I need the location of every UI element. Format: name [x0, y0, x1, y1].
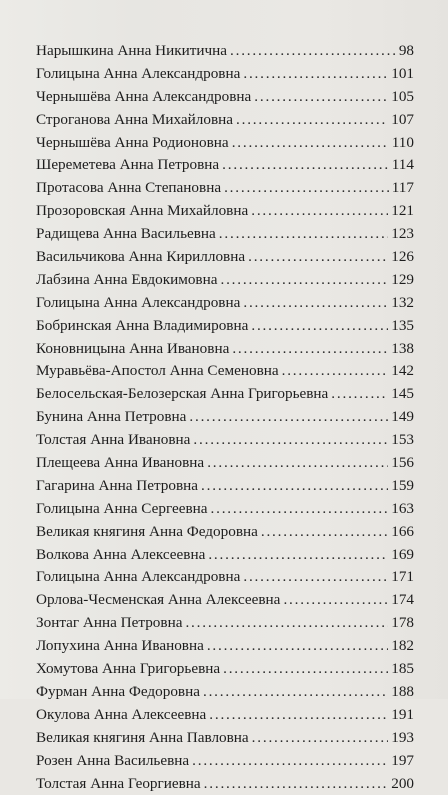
dot-leader: [283, 589, 388, 612]
toc-entry: [36, 773, 414, 795]
toc-entry-page-number: 114: [392, 154, 414, 177]
toc-entry: [36, 269, 414, 292]
toc-entry-name: Прозоровская Анна Михайловна: [36, 200, 248, 223]
toc-entry: [36, 681, 414, 704]
toc-entry: [36, 86, 414, 109]
toc-entry: [36, 315, 414, 338]
toc-entry-page-number: 156: [391, 452, 414, 475]
toc-entry: [36, 246, 414, 269]
toc-entry-name: Фурман Анна Федоровна: [36, 681, 200, 704]
dot-leader: [204, 773, 389, 795]
toc-entry: [36, 521, 414, 544]
toc-entry-page-number: 188: [391, 681, 414, 704]
toc-entry: [36, 292, 414, 315]
dot-leader: [282, 360, 389, 383]
dot-leader: [207, 452, 388, 475]
dot-leader: [252, 727, 389, 750]
toc-entry: [36, 154, 414, 177]
toc-entry-name: Великая княгиня Анна Павловна: [36, 727, 249, 750]
toc-entry: [36, 544, 414, 567]
dot-leader: [331, 383, 388, 406]
toc-entry-page-number: 135: [391, 315, 414, 338]
toc-entry-name: Голицына Анна Сергеевна: [36, 498, 208, 521]
toc-entry-page-number: 105: [391, 86, 414, 109]
toc-entry-name: Голицына Анна Александровна: [36, 63, 240, 86]
toc-entry: [36, 727, 414, 750]
toc-entry-page-number: 171: [391, 566, 414, 589]
dot-leader: [193, 429, 388, 452]
toc-entry: [36, 750, 414, 773]
toc-entry-page-number: 145: [391, 383, 414, 406]
toc-entry-name: Строганова Анна Михайловна: [36, 109, 233, 132]
toc-entry-page-number: 200: [391, 773, 414, 795]
dot-leader: [201, 475, 388, 498]
toc-entry: [36, 589, 414, 612]
table-of-contents: [36, 40, 414, 795]
toc-entry-page-number: 117: [392, 177, 414, 200]
dot-leader: [232, 132, 389, 155]
toc-entry-name: Хомутова Анна Григорьевна: [36, 658, 220, 681]
toc-entry-name: Зонтаг Анна Петровна: [36, 612, 182, 635]
dot-leader: [219, 223, 388, 246]
toc-entry: [36, 223, 414, 246]
toc-entry-page-number: 153: [391, 429, 414, 452]
toc-entry-page-number: 132: [391, 292, 414, 315]
dot-leader: [211, 498, 389, 521]
toc-entry: [36, 704, 414, 727]
dot-leader: [236, 109, 388, 132]
toc-entry-name: Бобринская Анна Владимировна: [36, 315, 248, 338]
dot-leader: [189, 406, 388, 429]
toc-entry-page-number: 138: [391, 338, 414, 361]
dot-leader: [203, 681, 388, 704]
dot-leader: [230, 40, 396, 63]
dot-leader: [192, 750, 388, 773]
toc-entry-name: Протасова Анна Степановна: [36, 177, 221, 200]
toc-entry: [36, 475, 414, 498]
toc-entry-page-number: 197: [391, 750, 414, 773]
toc-entry-page-number: 163: [391, 498, 414, 521]
dot-leader: [208, 544, 388, 567]
toc-entry-page-number: 193: [391, 727, 414, 750]
dot-leader: [224, 177, 389, 200]
dot-leader: [251, 200, 388, 223]
toc-entry-name: Великая княгиня Анна Федоровна: [36, 521, 258, 544]
dot-leader: [254, 86, 388, 109]
dot-leader: [243, 566, 388, 589]
toc-entry-page-number: 178: [391, 612, 414, 635]
dot-leader: [261, 521, 388, 544]
toc-entry-page-number: 123: [391, 223, 414, 246]
toc-entry: [36, 132, 414, 155]
toc-entry-page-number: 149: [391, 406, 414, 429]
toc-entry: [36, 109, 414, 132]
dot-leader: [232, 338, 388, 361]
dot-leader: [185, 612, 388, 635]
toc-entry: [36, 40, 414, 63]
toc-entry-name: Нарышкина Анна Никитична: [36, 40, 227, 63]
toc-entry-name: Коновницына Анна Ивановна: [36, 338, 229, 361]
dot-leader: [222, 154, 389, 177]
toc-entry: [36, 177, 414, 200]
toc-entry-name: Розен Анна Васильевна: [36, 750, 189, 773]
toc-entry-name: Волкова Анна Алексеевна: [36, 544, 205, 567]
toc-entry-name: Бунина Анна Петровна: [36, 406, 186, 429]
toc-entry-page-number: 159: [391, 475, 414, 498]
dot-leader: [207, 635, 388, 658]
toc-entry-page-number: 101: [391, 63, 414, 86]
toc-entry: [36, 200, 414, 223]
toc-entry-page-number: 166: [391, 521, 414, 544]
toc-entry: [36, 658, 414, 681]
toc-entry: [36, 566, 414, 589]
toc-entry: [36, 612, 414, 635]
toc-entry: [36, 383, 414, 406]
toc-entry: [36, 406, 414, 429]
toc-entry-page-number: 174: [391, 589, 414, 612]
toc-entry-page-number: 169: [391, 544, 414, 567]
dot-leader: [243, 63, 388, 86]
toc-entry-page-number: 110: [392, 132, 414, 155]
toc-entry-page-number: 185: [391, 658, 414, 681]
toc-entry: [36, 360, 414, 383]
dot-leader: [248, 246, 388, 269]
dot-leader: [223, 658, 388, 681]
toc-entry-name: Шереметева Анна Петровна: [36, 154, 219, 177]
dot-leader: [251, 315, 388, 338]
toc-entry-page-number: 98: [399, 40, 414, 63]
toc-entry-page-number: 182: [391, 635, 414, 658]
toc-entry-page-number: 129: [391, 269, 414, 292]
toc-entry-page-number: 107: [391, 109, 414, 132]
toc-entry-page-number: 126: [391, 246, 414, 269]
toc-entry-name: Толстая Анна Георгиевна: [36, 773, 201, 795]
toc-entry-name: Лабзина Анна Евдокимовна: [36, 269, 217, 292]
toc-entry-name: Голицына Анна Александровна: [36, 566, 240, 589]
dot-leader: [209, 704, 388, 727]
toc-entry: [36, 452, 414, 475]
toc-entry-name: Радищева Анна Васильевна: [36, 223, 216, 246]
toc-entry-name: Гагарина Анна Петровна: [36, 475, 198, 498]
toc-entry: [36, 338, 414, 361]
toc-entry-name: Чернышёва Анна Родионовна: [36, 132, 229, 155]
dot-leader: [220, 269, 388, 292]
toc-entry-name: Толстая Анна Ивановна: [36, 429, 190, 452]
toc-entry-name: Плещеева Анна Ивановна: [36, 452, 204, 475]
toc-entry-name: Чернышёва Анна Александровна: [36, 86, 251, 109]
dot-leader: [243, 292, 388, 315]
toc-entry-page-number: 191: [391, 704, 414, 727]
toc-entry-name: Голицына Анна Александровна: [36, 292, 240, 315]
toc-entry-name: Белосельская-Белозерская Анна Григорьевна: [36, 383, 328, 406]
toc-entry-name: Лопухина Анна Ивановна: [36, 635, 204, 658]
toc-entry-page-number: 142: [391, 360, 414, 383]
toc-entry-page-number: 121: [391, 200, 414, 223]
toc-entry: [36, 635, 414, 658]
toc-entry-name: Орлова-Чесменская Анна Алексеевна: [36, 589, 280, 612]
toc-entry: [36, 498, 414, 521]
toc-entry: [36, 63, 414, 86]
toc-entry-name: Муравьёва-Апостол Анна Семеновна: [36, 360, 279, 383]
toc-entry-name: Васильчикова Анна Кирилловна: [36, 246, 245, 269]
toc-entry-name: Окулова Анна Алексеевна: [36, 704, 206, 727]
toc-entry: [36, 429, 414, 452]
